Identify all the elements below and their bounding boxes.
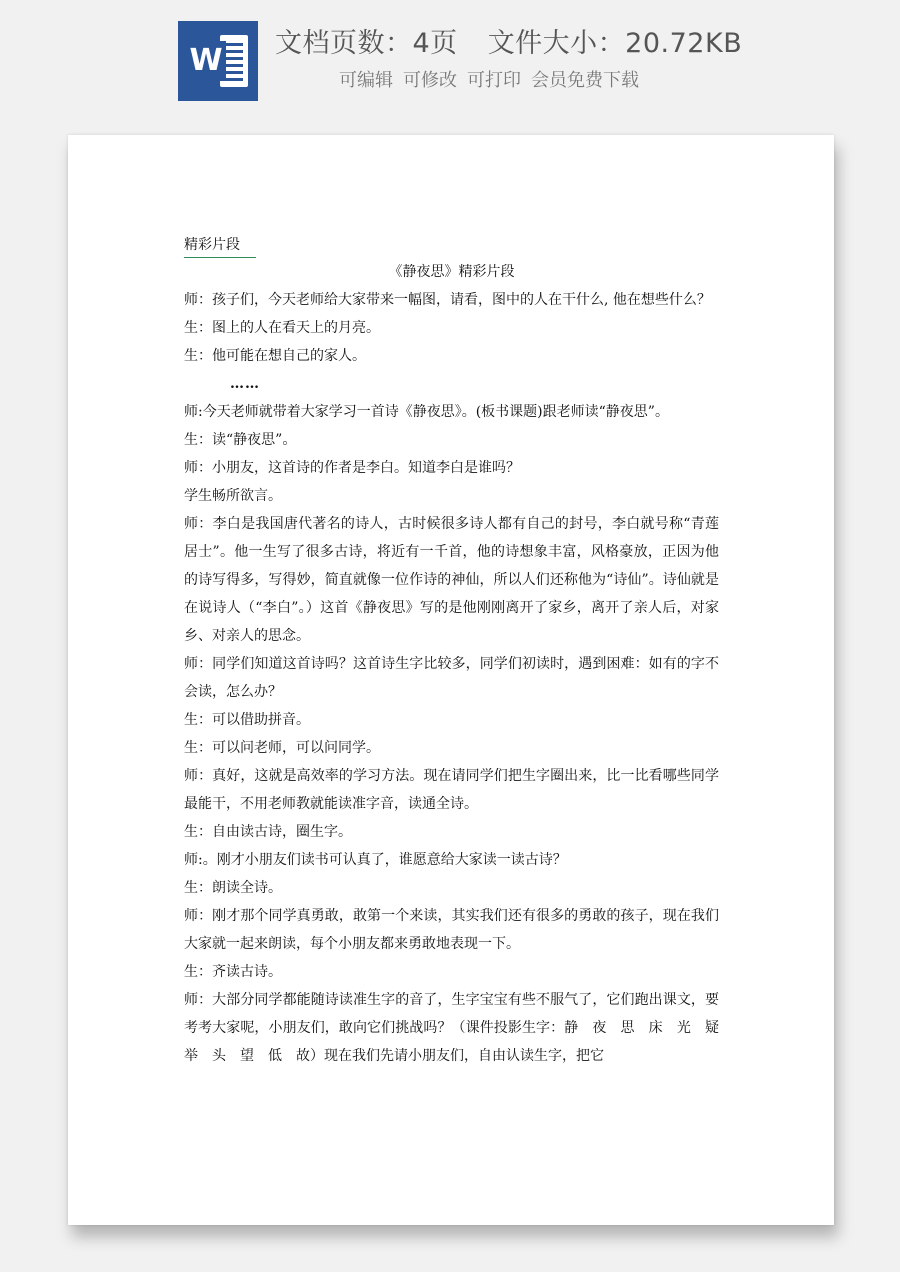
paragraph: 生：齐读古诗。	[184, 964, 282, 980]
paragraph: 师：同学们知道这首诗吗？这首诗生字比较多，同学们初读时，遇到困难：如有的字不会读，怎么办？	[184, 656, 719, 700]
section-label: 精彩片段	[184, 234, 256, 258]
file-size: 文件大小：20.72KB	[487, 28, 743, 59]
paragraph: 师：李白是我国唐代著名的诗人，古时候很多诗人都有自己的封号，李白就号称“青莲居士”。他一生写了很多古诗，将近有一千首，他的诗想象丰富，风格豪放，正因为他的诗写得多，写得妙，简直就像一位作诗的神仙，所以人们还称他为“诗仙”。诗仙就是在说诗人（“李白”。）这首《静夜思》写的是他刚刚离开了家乡，离开了亲人后，对家乡、对亲人的思念。	[184, 516, 719, 644]
paragraph: 学生畅所欲言。	[184, 488, 282, 504]
document-info-banner	[0, 0, 900, 120]
feature-printable: 可打印	[467, 70, 521, 91]
paragraph: 生：读“静夜思”。	[184, 432, 297, 448]
paragraph: 生：图上的人在看天上的月亮。	[184, 320, 380, 336]
document-stats	[275, 21, 742, 60]
paragraph: 师:今天老师就带着大家学习一首诗《静夜思》。(板书课题)跟老师读“静夜思”。	[184, 404, 669, 420]
page-count: 文档页数：4页	[275, 28, 458, 59]
ellipsis: ……	[230, 376, 260, 392]
document-title: 《静夜思》精彩片段	[388, 264, 515, 280]
paragraph: 生：朗读全诗。	[184, 880, 282, 896]
word-document-icon	[178, 21, 258, 101]
document-features	[339, 66, 639, 92]
document-page	[68, 135, 834, 1225]
paragraph: 生：可以问老师，可以问同学。	[184, 740, 380, 756]
paragraph: 师:。刚才小朋友们读书可认真了，谁愿意给大家读一读古诗？	[184, 852, 567, 868]
feature-editable: 可编辑	[339, 70, 393, 91]
paragraph: 师：孩子们，今天老师给大家带来一幅图，请看，图中的人在干什么, 他在想些什么？	[184, 292, 711, 308]
feature-free-download: 会员免费下载	[531, 70, 639, 91]
word-letter-badge: W	[186, 41, 226, 81]
document-body	[184, 234, 733, 1070]
paragraph: 生：自由读古诗，圈生字。	[184, 824, 352, 840]
feature-modifiable: 可修改	[403, 70, 457, 91]
paragraph: 师：大部分同学都能随诗读准生字的音了，生字宝宝有些不服气了，它们跑出课文，要考考大家呢，小朋友们，敢向它们挑战吗？（课件投影生字：静 夜 思 床 光 疑 举 头 望 低 故）现在我们先请小朋友们，自由认读生字，把它	[184, 992, 733, 1064]
paragraph: 生：他可能在想自己的家人。	[184, 348, 366, 364]
paragraph: 师：小朋友，这首诗的作者是李白。知道李白是谁吗？	[184, 460, 520, 476]
paragraph: 师：真好，这就是高效率的学习方法。现在请同学们把生字圈出来，比一比看哪些同学最能干，不用老师教就能读准字音，读通全诗。	[184, 768, 719, 812]
paragraph: 生：可以借助拼音。	[184, 712, 310, 728]
paragraph: 师：刚才那个同学真勇敢，敢第一个来读，其实我们还有很多的勇敢的孩子，现在我们大家就一起来朗读，每个小朋友都来勇敢地表现一下。	[184, 908, 719, 952]
